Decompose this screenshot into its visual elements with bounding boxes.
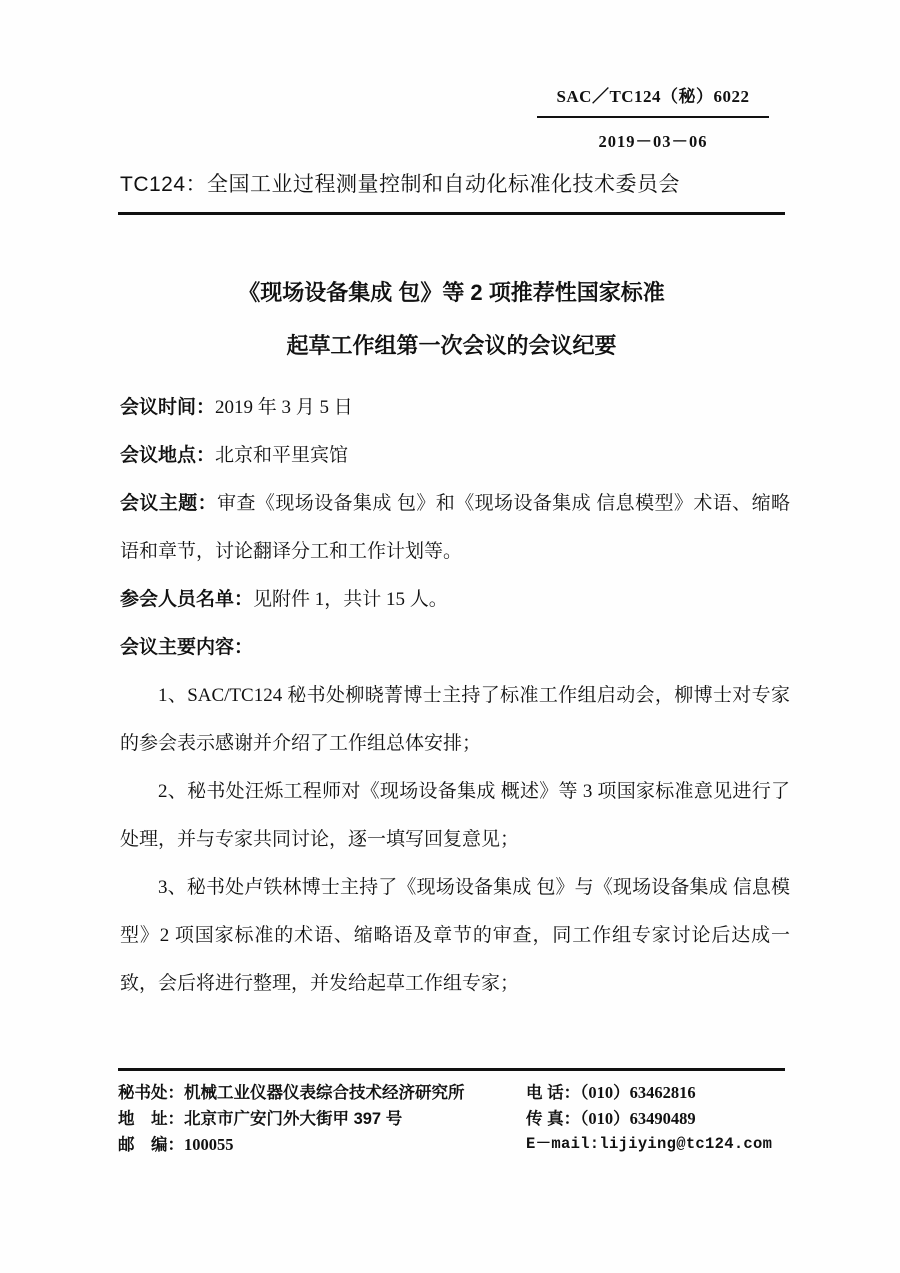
attendee-list-row — [120, 576, 790, 624]
doc-number: SAC／TC124（秘）6022 — [537, 82, 769, 118]
meeting-item-3: 3、秘书处卢铁林博士主持了《现场设备集成 包》与《现场设备集成 信息模型》2 项国家标准的术语、缩略语及章节的审查，同工作组专家讨论后达成一致，会后将进行整理，并发给起草工作组专家； — [120, 877, 790, 994]
fax-label: 传 真： — [526, 1110, 581, 1128]
header-divider — [118, 212, 785, 215]
doc-number-block — [537, 82, 769, 152]
meeting-time-value: 2019 年 3 月 5 日 — [215, 397, 353, 418]
secretariat-label: 秘书处： — [118, 1084, 184, 1102]
meeting-topic-label: 会议主题： — [120, 493, 218, 514]
document-body — [120, 384, 790, 1008]
meeting-topic-value: 审查《现场设备集成 包》和《现场设备集成 信息模型》术语、缩略语和章节，讨论翻译分工和工作计划等。 — [120, 493, 790, 562]
address-row — [118, 1106, 526, 1132]
document-title — [118, 276, 785, 360]
secretariat-row — [118, 1080, 526, 1106]
meeting-topic-row — [120, 480, 790, 576]
title-line-1: 《现场设备集成 包》等 2 项推荐性国家标准 — [238, 280, 665, 305]
meeting-place-value: 北京和平里宾馆 — [215, 445, 349, 466]
zip-row — [118, 1132, 526, 1158]
zip-label: 邮 编： — [118, 1136, 184, 1154]
fax-value: （010）63490489 — [580, 1109, 696, 1128]
phone-value: （010）63462816 — [580, 1083, 696, 1102]
phone-label: 电 话： — [526, 1084, 581, 1102]
footer-left-column — [118, 1080, 526, 1158]
secretariat-value: 机械工业仪器仪表综合技术经济研究所 — [184, 1084, 465, 1102]
meeting-time-label: 会议时间： — [120, 397, 216, 418]
attendee-list-value: 见附件 1，共计 15 人。 — [253, 589, 448, 610]
doc-date: 2019－03－06 — [598, 132, 708, 151]
meeting-place-label: 会议地点： — [120, 445, 216, 466]
title-line-2: 起草工作组第一次会议的会议纪要 — [286, 333, 617, 358]
phone-row — [526, 1080, 785, 1106]
meeting-item-2: 2、秘书处汪烁工程师对《现场设备集成 概述》等 3 项国家标准意见进行了处理，并与专家共同讨论，逐一填写回复意见； — [120, 781, 790, 850]
meeting-time-row — [120, 384, 790, 432]
meeting-place-row — [120, 432, 790, 480]
fax-row — [526, 1106, 785, 1132]
committee-name: TC124：全国工业过程测量控制和自动化标准化技术委员会 — [120, 173, 681, 196]
address-label: 地 址： — [118, 1110, 184, 1128]
attendee-list-label: 参会人员名单： — [120, 589, 254, 610]
zip-value: 100055 — [184, 1135, 234, 1154]
main-content-heading-row — [120, 624, 790, 672]
footer-right-column — [526, 1080, 785, 1158]
address-value: 北京市广安门外大街甲 397 号 — [184, 1110, 403, 1128]
main-content-heading: 会议主要内容： — [120, 637, 254, 658]
meeting-item-1: 1、SAC/TC124 秘书处柳晓菁博士主持了标准工作组启动会，柳博士对专家的参会表示感谢并介绍了工作组总体安排； — [120, 685, 790, 754]
document-footer — [118, 1068, 785, 1158]
email-row: E－mail:lijiying@tc124.com — [526, 1135, 773, 1153]
